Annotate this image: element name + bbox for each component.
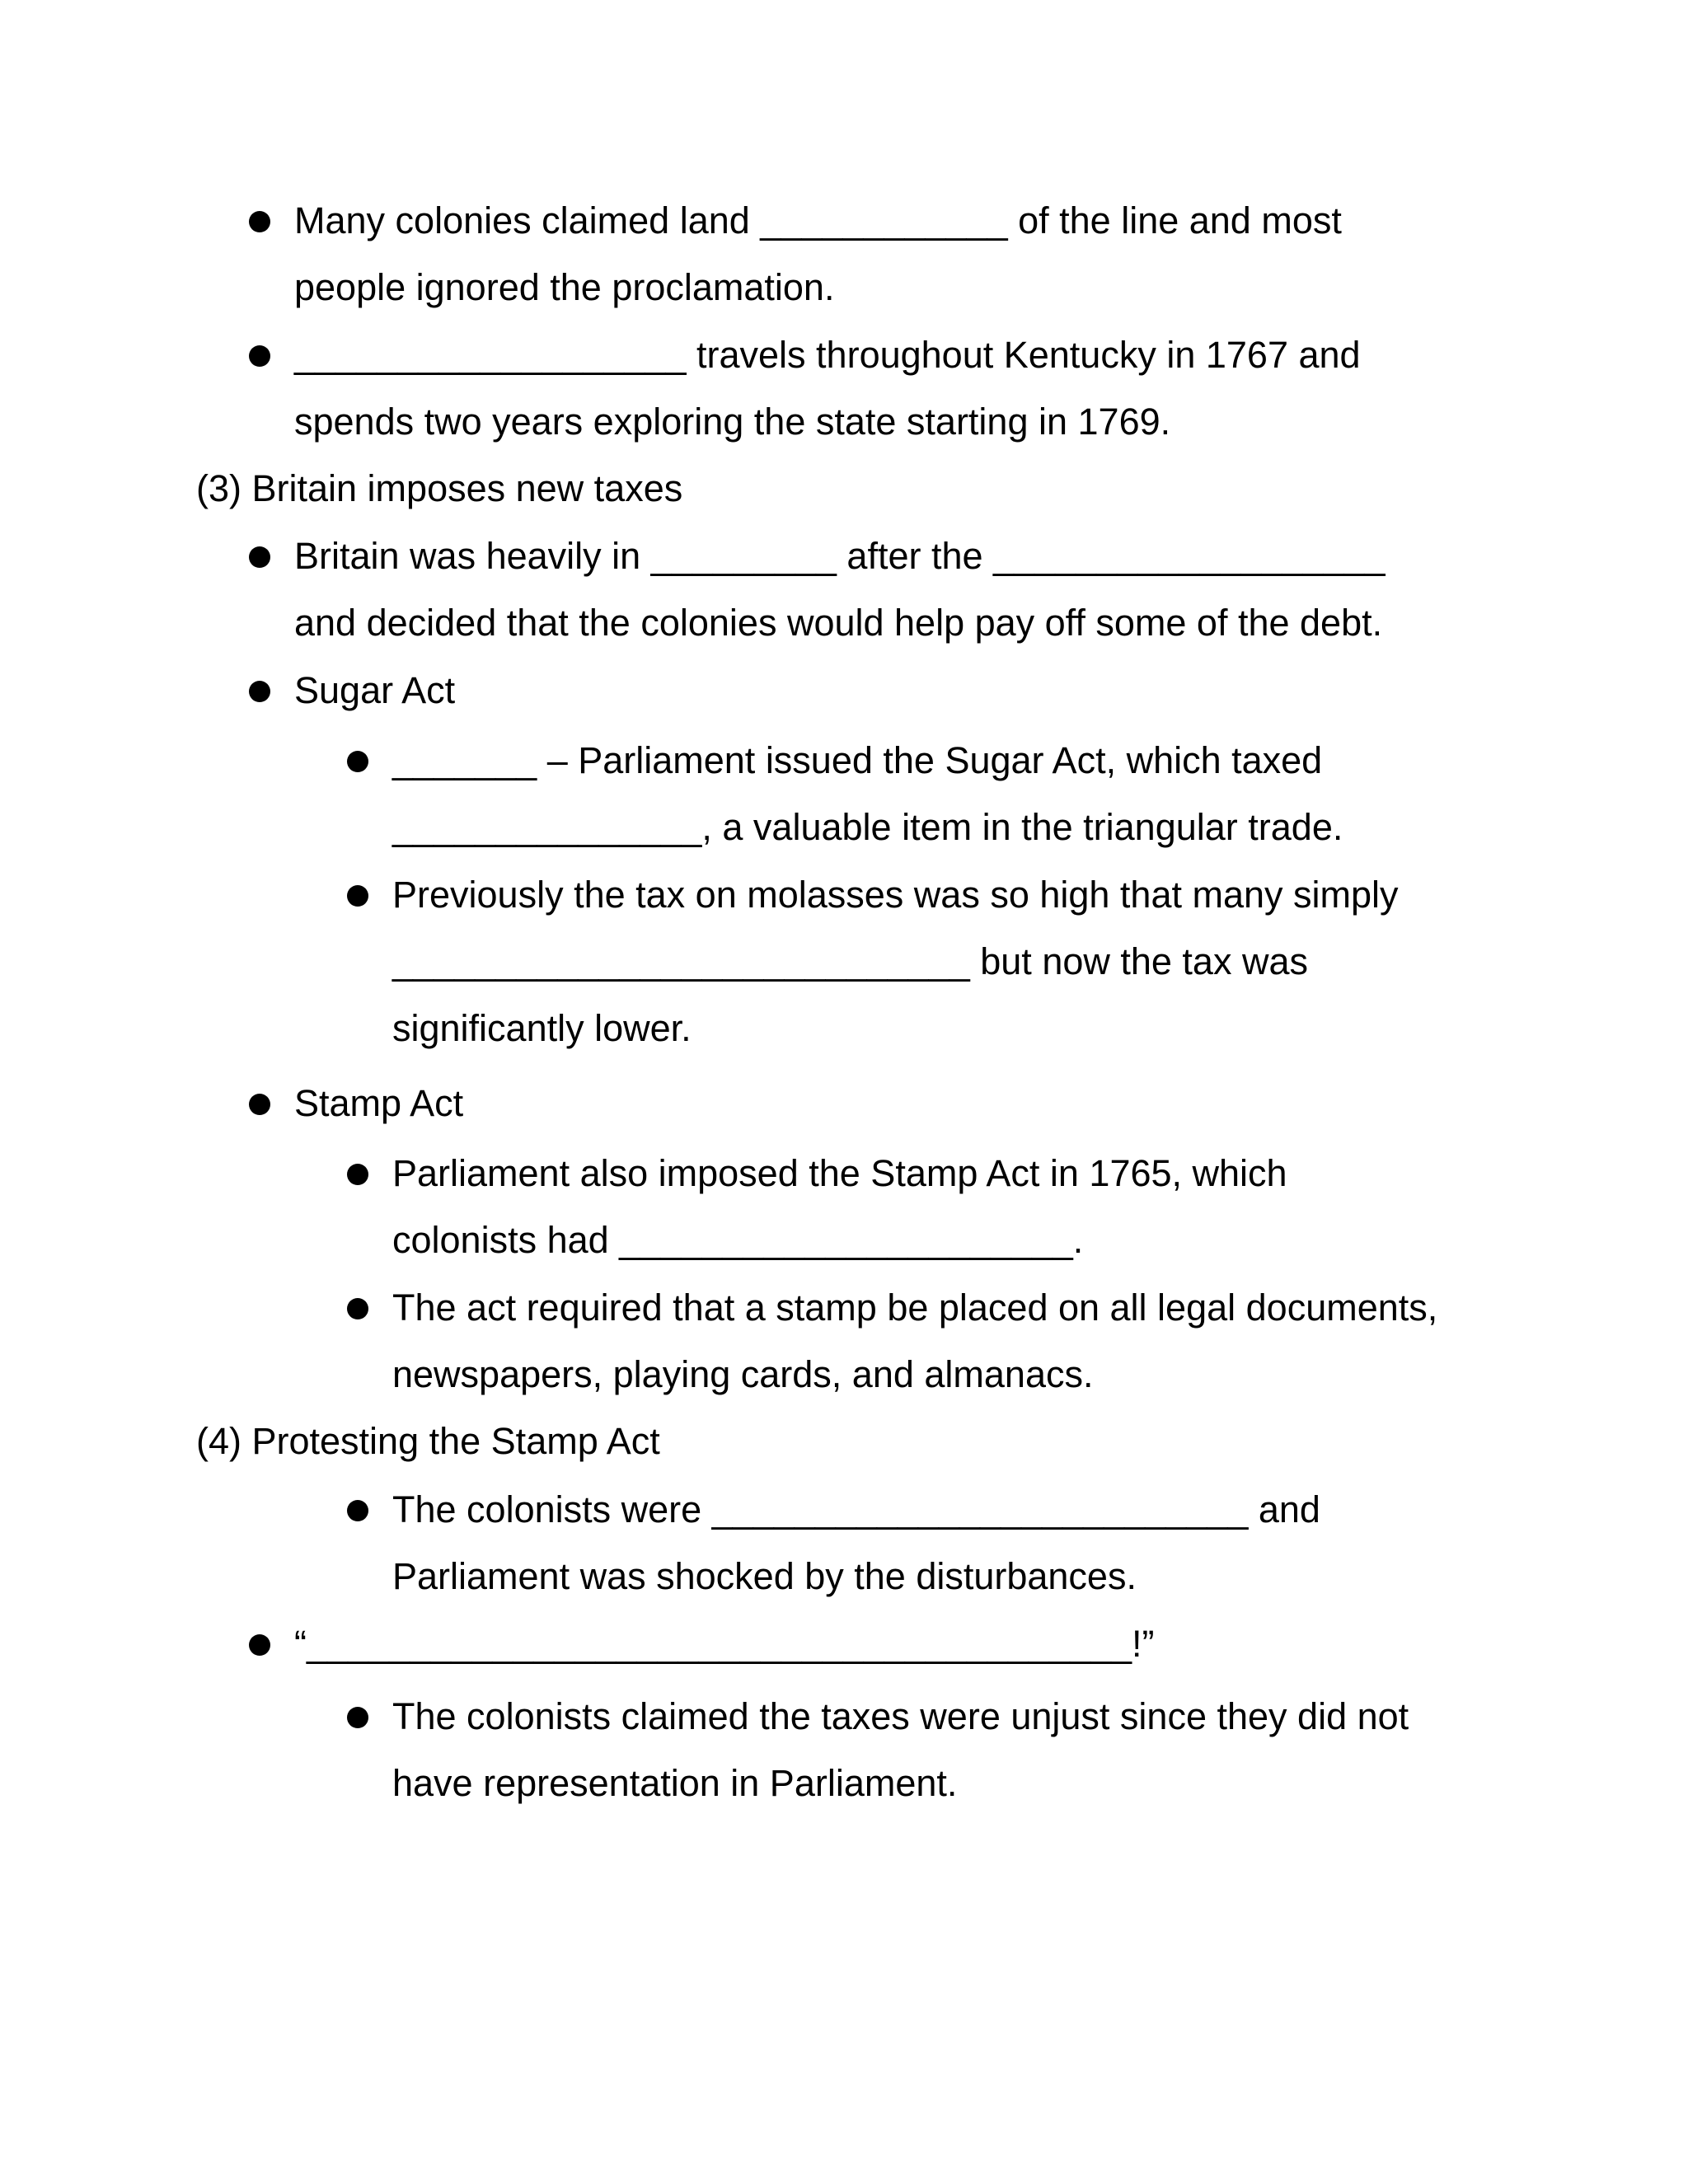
bullet-icon [347, 1500, 368, 1521]
sugar-act-item-2-line-2: ____________________________ but now the tax was [392, 940, 1308, 982]
item-colonies-claimed-line-2: people ignored the proclamation. [294, 266, 835, 308]
bullet-icon [249, 345, 270, 367]
item-britain-debt-line-1: Britain was heavily in _________ after the ___________________ [294, 535, 1386, 577]
bullet-icon [347, 885, 368, 907]
stamp-act-label: Stamp Act [294, 1082, 464, 1124]
bullet-icon [347, 1298, 368, 1319]
slogan-blank: “________________________________________!” [294, 1623, 1155, 1665]
item-kentucky-line-2: spends two years exploring the state starting in 1769. [294, 401, 1171, 443]
sugar-act-item-1-line-2: _______________, a valuable item in the triangular trade. [392, 806, 1343, 848]
item-kentucky-line-1: ___________________ travels throughout Kentucky in 1767 and [294, 334, 1361, 376]
bullet-icon [249, 546, 270, 568]
bullet-icon [347, 1707, 368, 1728]
sugar-act-item-1-line-1: _______ – Parliament issued the Sugar Act, which taxed [392, 739, 1323, 781]
sugar-act-label: Sugar Act [294, 669, 456, 711]
item-colonies-claimed-line-1: Many colonies claimed land ____________ of the line and most [294, 199, 1342, 241]
bullet-icon [249, 1094, 270, 1115]
stamp-act-item-1-line-2: colonists had ______________________. [392, 1219, 1084, 1261]
sugar-act-item-2-line-3: significantly lower. [392, 1007, 692, 1049]
bullet-icon [249, 1634, 270, 1656]
sugar-act-item-2-line-1: Previously the tax on molasses was so high that many simply [392, 874, 1399, 916]
item-britain-debt-line-2: and decided that the colonies would help pay off some of the debt. [294, 602, 1383, 644]
section-4-heading: (4) Protesting the Stamp Act [196, 1420, 660, 1462]
stamp-act-item-2-line-2: newspapers, playing cards, and almanacs. [392, 1353, 1094, 1395]
bullet-icon [347, 1164, 368, 1185]
item-colonists-outraged-line-2: Parliament was shocked by the disturbances. [392, 1555, 1137, 1597]
bullet-icon [249, 681, 270, 702]
item-colonists-outraged-line-1: The colonists were __________________________ and [392, 1488, 1320, 1530]
item-representation-line-1: The colonists claimed the taxes were unjust since they did not [392, 1695, 1409, 1737]
stamp-act-item-2-line-1: The act required that a stamp be placed on all legal documents, [392, 1286, 1438, 1329]
item-representation-line-2: have representation in Parliament. [392, 1762, 958, 1804]
stamp-act-item-1-line-1: Parliament also imposed the Stamp Act in 1765, which [392, 1152, 1287, 1194]
bullet-icon [347, 751, 368, 772]
section-3-heading: (3) Britain imposes new taxes [196, 467, 683, 509]
bullet-icon [249, 211, 270, 232]
